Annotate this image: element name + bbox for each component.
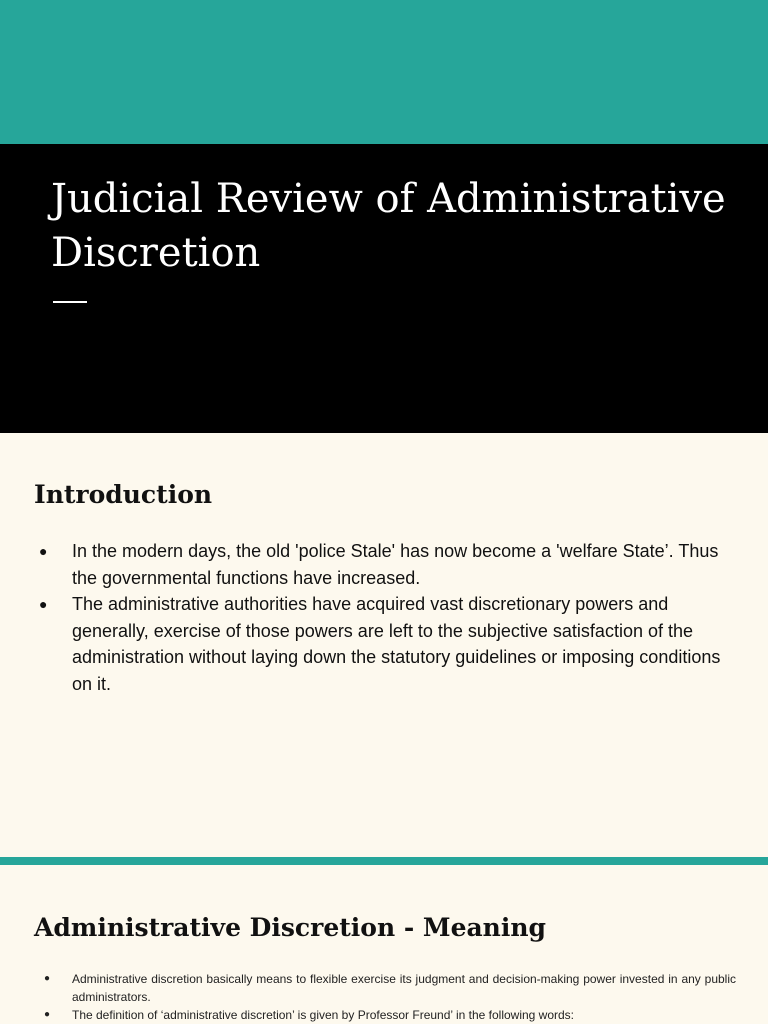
- title-slide-title: [51, 172, 751, 280]
- bullet-icon: ●: [39, 596, 48, 613]
- bullet-text: The administrative authorities have acquired vast discretionary powers and generally, exercise of those powers are left to the subjective satisfaction of the administration without laying down the statutory guidelines or imposing conditions on it.: [72, 594, 721, 694]
- bullet-text: The definition of ‘administrative discretion’ is given by Professor Freund’ in the following words:: [72, 1008, 575, 1022]
- bullet-icon: ●: [44, 973, 51, 984]
- meaning-heading: Administrative Discretion - Meaning: [34, 913, 547, 942]
- bullet-text: Administrative discretion basically means to flexible exercise its judgment and decision-making power invested in any public administrators.: [72, 972, 736, 1004]
- bullet-icon: ●: [44, 1009, 51, 1020]
- bullet-text: In the modern days, the old 'police Stale' has now become a 'welfare State’. Thus the governmental functions have increased.: [72, 541, 719, 588]
- list-item: [34, 1006, 736, 1024]
- introduction-heading: Introduction: [34, 480, 213, 509]
- list-item: [34, 591, 744, 697]
- title-slide-accent-band: [0, 0, 768, 144]
- title-line-2: Discretion: [51, 230, 261, 276]
- list-item: [34, 538, 744, 591]
- meaning-bullet-list: [34, 970, 736, 1024]
- title-line-1: Judicial Review of Administrative: [51, 176, 726, 222]
- slide-divider: [0, 857, 768, 865]
- list-item: [34, 970, 736, 1006]
- introduction-bullet-list: [34, 538, 744, 698]
- bullet-icon: ●: [39, 543, 48, 559]
- title-underline-dash: [53, 301, 87, 303]
